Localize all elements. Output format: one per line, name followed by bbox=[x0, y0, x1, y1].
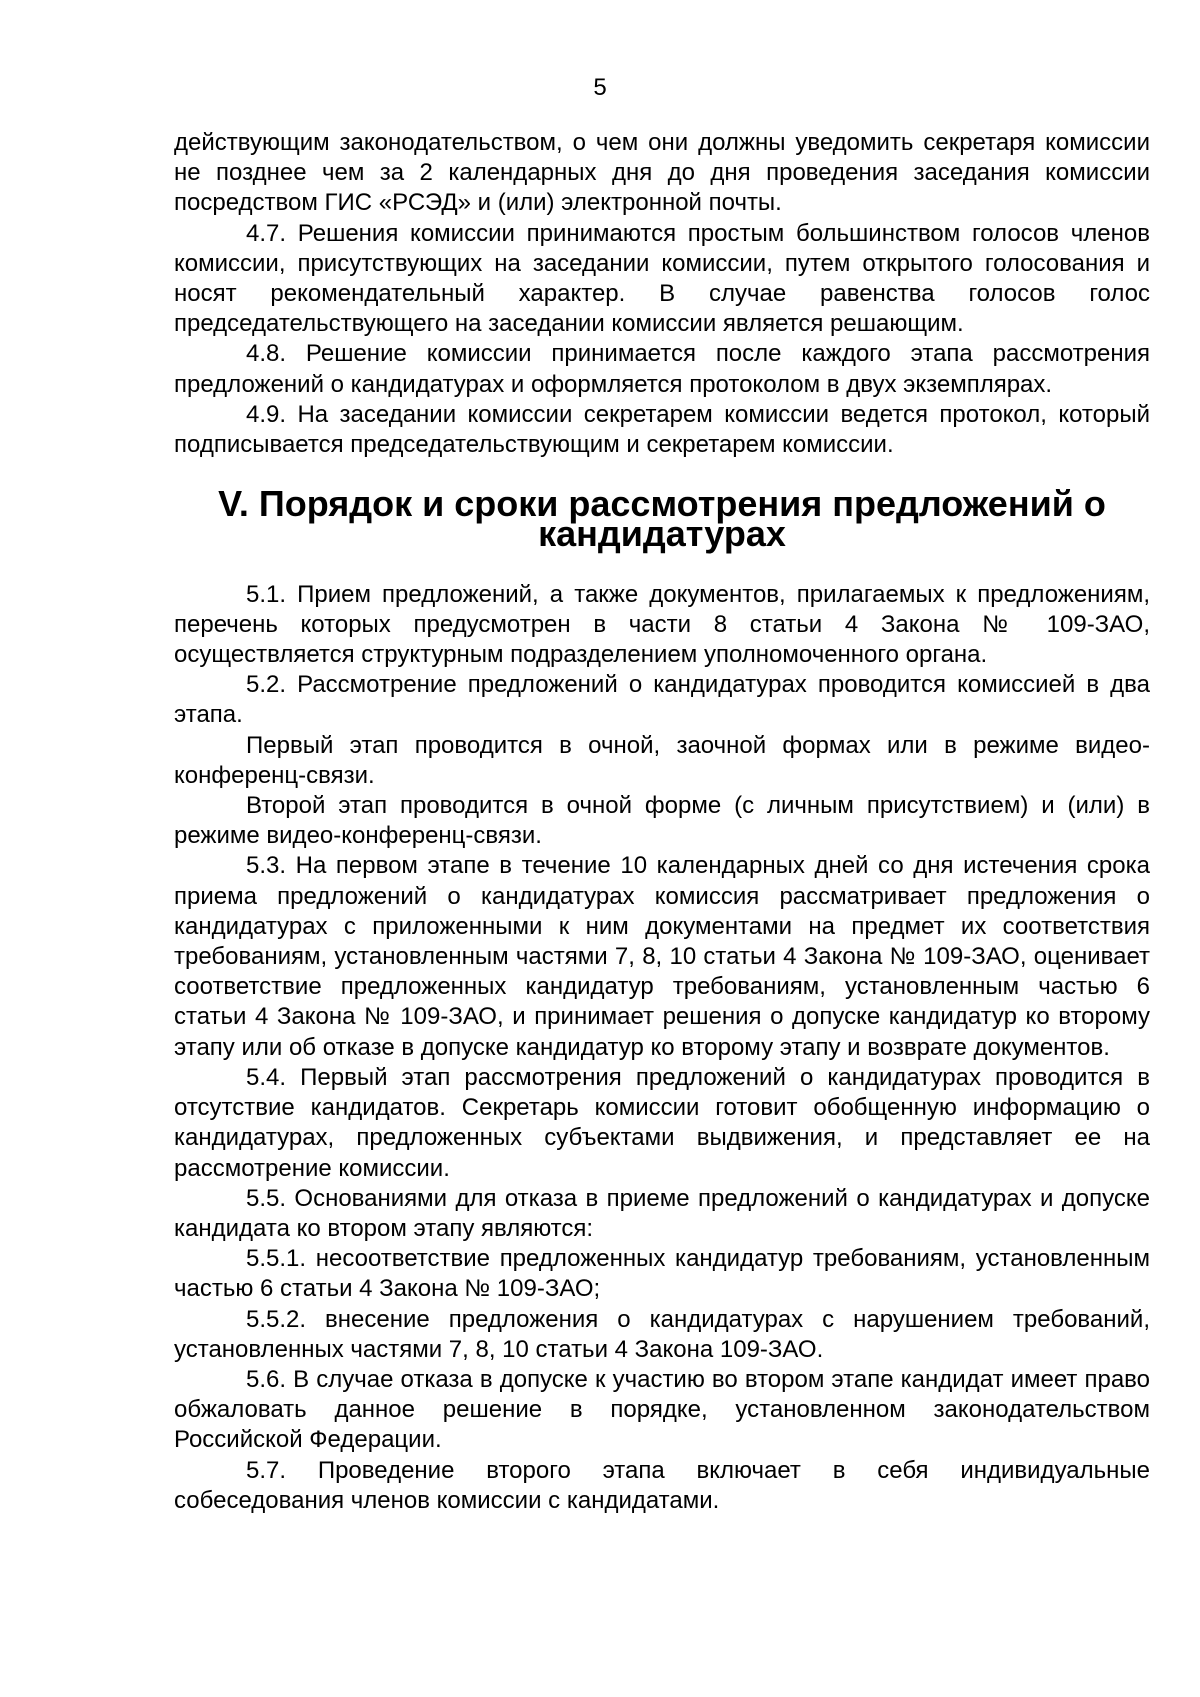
paragraph-5-5-2: 5.5.2. внесение предложения о кандидатурах с нарушением требований, установленных частями 7, 8, 10 статьи 4 Закона 109-ЗАО. bbox=[174, 1305, 1150, 1363]
paragraph-5-1: 5.1. Прием предложений, а также документов, прилагаемых к предложениям, перечень которых предусмотрен в части 8 статьи 4 Закона № 109-ЗАО, осуществляется структурным подразделением уполномоченного органа. bbox=[174, 580, 1150, 669]
paragraph-second-stage: Второй этап проводится в очной форме (с личным присутствием) и (или) в режиме видео-конференц-связи. bbox=[174, 792, 1150, 850]
paragraph-5-4: 5.4. Первый этап рассмотрения предложений о кандидатурах проводится в отсутствие кандидатов. Секретарь комиссии готовит обобщенную информацию о кандидатурах, предложенных субъектами выдвижения, и представляет ее на рассмотрение комиссии. bbox=[174, 1063, 1150, 1182]
paragraph-4-8: 4.8. Решение комиссии принимается после каждого этапа рассмотрения предложений о кандидатурах и оформляется протоколом в двух экземплярах. bbox=[174, 340, 1150, 398]
document-body bbox=[174, 128, 1150, 1516]
paragraph: действующим законодательством, о чем они должны уведомить секретаря комиссии не позднее чем за 2 календарных дня до дня проведения заседания комиссии посредством ГИС «РСЭД» и (или) электронной почты. bbox=[174, 129, 1150, 217]
paragraph-5-6: 5.6. В случае отказа в допуске к участию во втором этапе кандидат имеет право обжаловать данное решение в порядке, установленном законодательством Российской Федерации. bbox=[174, 1365, 1150, 1454]
paragraph-5-3: 5.3. На первом этапе в течение 10 календарных дней со дня истечения срока приема предложений о кандидатурах комиссия рассматривает предложения о кандидатурах с приложенными к ним документами на предмет их соответствия требованиям, установленным частями 7, 8, 10 статьи 4 Закона № 109-ЗАО, оценивает соответствие предложенных кандидатур требованиям, установленным частью 6 статьи 4 Закона № 109-ЗАО, и принимает решения о допуске кандидатур ко второму этапу или об отказе в допуске кандидатур ко второму этапу и возврате документов. bbox=[174, 852, 1150, 1061]
page-number: 5 bbox=[593, 74, 607, 101]
paragraph-4-9: 4.9. На заседании комиссии секретарем комиссии ведется протокол, который подписывается председательствующим и секретарем комиссии. bbox=[174, 400, 1150, 459]
paragraph-4-7: 4.7. Решения комиссии принимаются простым большинством голосов членов комиссии, присутствующих на заседании комиссии, путем открытого голосования и носят рекомендательный характер. В случае равенства голосов голос председательствующего на заседании комиссии является решающим. bbox=[174, 219, 1150, 338]
paragraph-5-5: 5.5. Основаниями для отказа в приеме предложений о кандидатурах и допуске кандидата ко втором этапу являются: bbox=[174, 1184, 1150, 1242]
paragraph-5-5-1: 5.5.1. несоответствие предложенных кандидатур требованиям, установленным частью 6 статьи 4 Закона № 109-ЗАО; bbox=[174, 1245, 1150, 1303]
paragraph-5-2: 5.2. Рассмотрение предложений о кандидатурах проводится комиссией в два этапа. bbox=[174, 671, 1150, 729]
section-title: V. Порядок и сроки рассмотрения предложений о кандидатурах bbox=[218, 483, 1106, 555]
paragraph-first-stage: Первый этап проводится в очной, заочной формах или в режиме видео-конференц-связи. bbox=[174, 731, 1150, 789]
paragraph-5-7: 5.7. Проведение второго этапа включает в себя индивидуальные собеседования членов комиссии с кандидатами. bbox=[174, 1456, 1150, 1514]
